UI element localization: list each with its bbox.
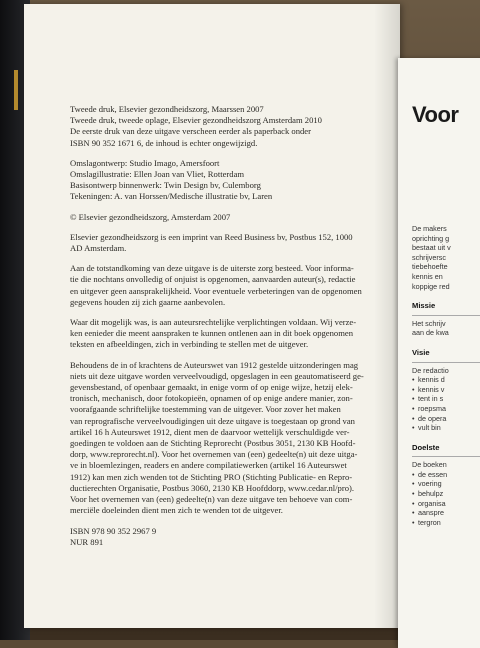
text-line: tronisch, mechanisch, door fotokopieën, opnamen of op enige andere manier, zon- [70,393,353,404]
facing-page-line: De redactio [412,365,449,375]
section-rule [412,362,480,363]
text-line: goedingen te voldoen aan de Stichting Reprorecht (Postbus 3051, 2130 KB Hoofd- [70,438,356,449]
facing-page-line: tiebehoefte [412,262,448,272]
facing-page-line: • de opera [412,414,480,424]
colophon-text [70,104,366,557]
text-line: Elsevier gezondheidszorg is een imprint van Reed Business bv, Postbus 152, 1000 [70,231,353,242]
facing-page-section-heading: Doelste [412,442,440,452]
facing-page-line: bestaat uit v [412,243,451,253]
facing-page-line: De makers [412,224,447,233]
page-gutter-shadow [374,4,400,628]
facing-page-line: • kennis v [412,385,480,395]
colophon-page [24,4,400,628]
text-line: gevensbestand, of openbaar gemaakt, in enige vorm of op enige wijze, hetzij elek- [70,382,353,393]
text-line: Tekeningen: A. van Horssen/Medische illustratie bv, Laren [70,191,273,202]
text-line: Omslagillustratie: Ellen Joan van Vliet, Rotterdam [70,169,245,180]
text-line: teksten en afbeeldingen, zich in verbinding te stellen met de uitgever. [70,339,309,350]
colophon-paragraph [70,158,366,203]
section-gap [412,433,480,443]
text-line: Tweede druk, Elsevier gezondheidszorg, Maarssen 2007 [70,104,264,114]
facing-page-line: • kennis d [412,375,480,385]
text-line: voorafgaande schriftelijke toestemming van de uitgever. Voor zover het maken [70,404,341,415]
text-line: van reprografische verveelvoudigingen uit deze uitgave is toegestaan op grond van [70,415,355,426]
facing-page-line: • de essen [412,470,480,480]
facing-page-line: Het schrijv [412,318,446,328]
facing-page-line: oprichting g [412,233,450,243]
facing-page-line: De boeken [412,460,447,470]
text-line: Basisontwerp binnenwerk: Twin Design bv, Culemborg [70,180,261,191]
text-line: gegevens houden zij zich gaarne aanbevolen. [70,296,226,307]
text-line: ductierechten Organisatie, Postbus 3060, 2130 KB Hoofddorp, www.cedar.nl/pro). [70,482,355,493]
facing-page-section-heading: Visie [412,347,430,357]
facing-page-line: • tergron [412,518,480,528]
section-rule [412,456,480,457]
text-line: dorp, www.reprorecht.nl). Voor het overnemen van (een) gedeelte(n) uit deze uitga- [70,449,358,460]
text-line: ken eenieder die meent aanspraken te kunnen ontlenen aan in dit boek opgenomen [70,328,354,339]
facing-page-line: schrijversc [412,252,446,262]
text-line: 1912) kan men zich wenden tot de Stichting PRO (Stichting Publicatie- en Repro- [70,471,353,482]
text-line: AD Amsterdam. [70,243,127,254]
text-line: merciële doeleinden dient men zich te wenden tot de uitgever. [70,505,283,516]
colophon-paragraph [70,212,366,223]
text-line: ve in bloemlezingen, readers en andere compilatiewerken (artikel 16 Auteurswet [70,460,347,471]
text-line: ISBN 90 352 1671 6, de inhoud is echter ongewijzigd. [70,137,258,148]
text-line: ISBN 978 90 352 2967 9 [70,525,157,536]
text-line: niets uit deze uitgave worden verveelvoudigd, opgeslagen in een geautomatiseerd ge- [70,370,364,381]
facing-page-line: koppige red [412,281,450,291]
facing-page-line: • behulpz [412,489,480,499]
facing-page-line: kennis en [412,271,443,281]
section-gap [412,338,480,348]
colophon-paragraph [70,360,366,517]
text-line: Aan de totstandkoming van deze uitgave is de uiterste zorg besteed. Voor informa- [70,263,354,274]
facing-page [398,58,480,648]
text-line: © Elsevier gezondheidszorg, Amsterdam 2007 [70,211,231,222]
section-rule [412,315,480,316]
colophon-paragraph [70,263,366,308]
facing-page-line: • voering [412,479,480,489]
text-line: Voor het overnemen van (een) gedeelte(n) van deze uitgave ten behoeve van com- [70,494,353,505]
colophon-paragraph [70,104,366,149]
facing-page-line: • vult bin [412,423,480,433]
facing-page-line: • roepsma [412,404,480,414]
facing-page-body [412,224,480,527]
facing-page-line: • organisa [412,499,480,509]
text-line: tie die nochtans onvolledig of onjuist is opgenomen, aanvaarden auteur(s), redactie [70,274,356,285]
colophon-paragraph [70,526,366,548]
facing-page-line: • aanspre [412,508,480,518]
facing-page-line: • tent in s [412,394,480,404]
facing-page-line: aan de kwa [412,328,449,338]
text-line: Waar dit mogelijk was, is aan auteursrechtelijke verplichtingen voldaan. Wij verze- [70,317,357,328]
text-line: NUR 891 [70,536,104,547]
text-line: artikel 16 h Auteurswet 1912, dient men de daarvoor wettelijk verschuldigde ver- [70,426,350,437]
text-line: Tweede druk, tweede oplage, Elsevier gezondheidszorg Amsterdam 2010 [70,115,322,126]
section-gap [412,291,480,301]
text-line: Omslagontwerp: Studio Imago, Amersfoort [70,157,220,168]
facing-page-title: Voor [412,102,459,127]
facing-page-section-heading: Missie [412,301,436,311]
text-line: en uitgever geen aansprakelijkheid. Voor eventuele verbeteringen van de opgenomen [70,285,362,296]
text-line: De eerste druk van deze uitgave verscheen eerder als paperback onder [70,126,311,137]
colophon-paragraph [70,232,366,254]
colophon-paragraph [70,317,366,351]
text-line: Behoudens de in of krachtens de Auteurswet van 1912 gestelde uitzonderingen mag [70,359,359,370]
